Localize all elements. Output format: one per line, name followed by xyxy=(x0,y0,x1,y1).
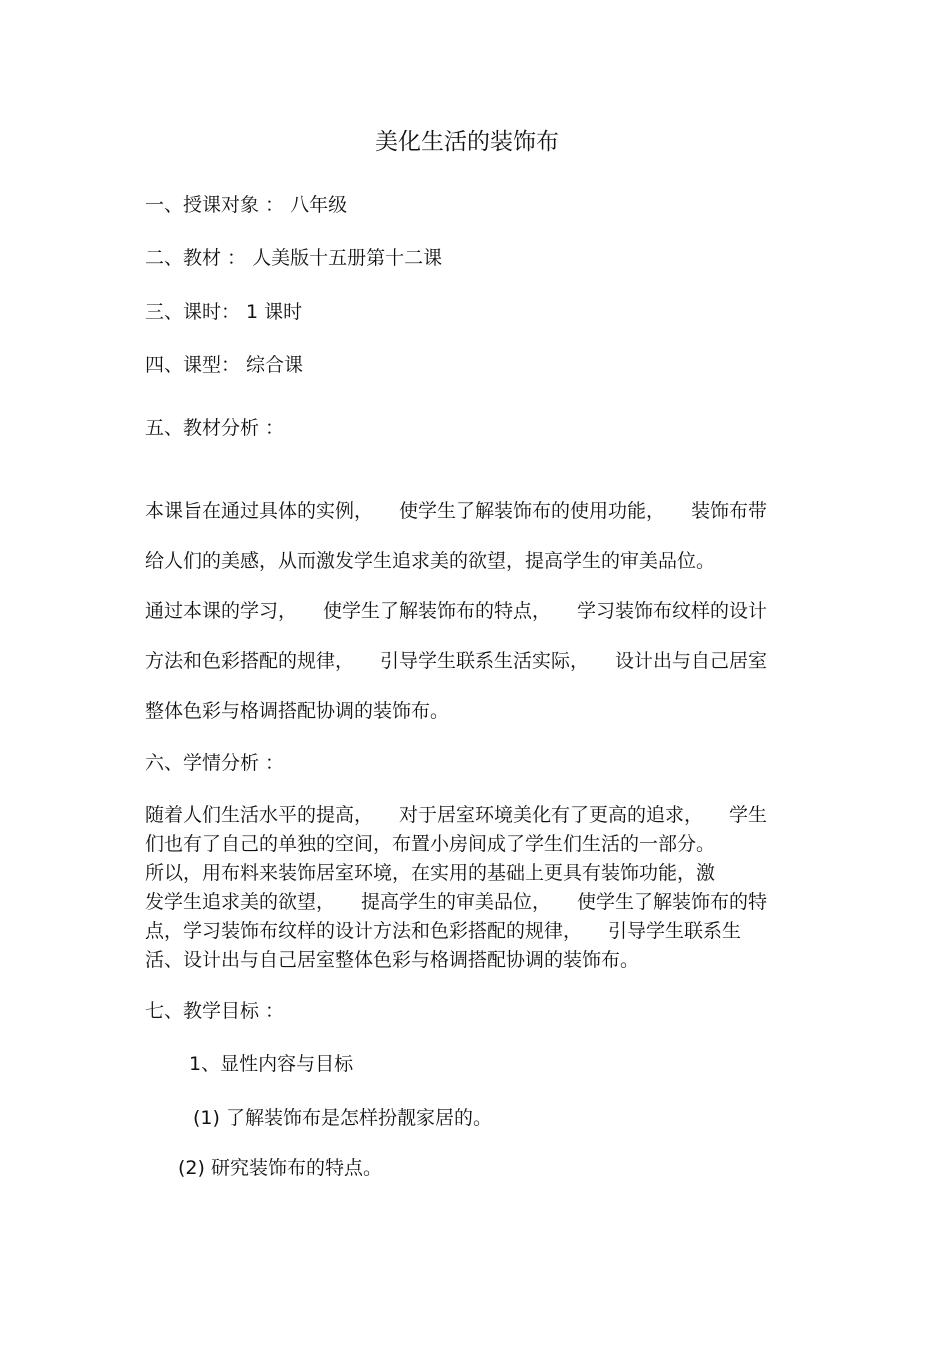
student-line-1: 随着人们生活水平的提高， 对于居室环境美化有了更高的追求， 学生 xyxy=(145,804,768,826)
student-line-2: 们也有了自己的单独的空间，布置小房间成了学生们生活的一部分。 xyxy=(145,833,716,855)
goal-item-2: (2) 研究装饰布的特点。 xyxy=(178,1157,382,1179)
analysis-line-5: 整体色彩与格调搭配协调的装饰布。 xyxy=(145,700,450,722)
analysis-line-3: 通过本课的学习， 使学生了解装饰布的特点， 学习装饰布纹样的设计 xyxy=(145,600,768,622)
analysis-paragraph xyxy=(145,486,810,736)
student-line-3: 所以，用布料来装饰居室环境，在实用的基础上更具有装饰功能，激 xyxy=(145,862,716,884)
analysis-line-1: 本课旨在通过具体的实例， 使学生了解装饰布的使用功能， 装饰布带 xyxy=(145,500,768,522)
goal-item-1: (1) 了解装饰布是怎样扮靓家居的。 xyxy=(193,1107,492,1129)
student-paragraph xyxy=(145,801,810,975)
student-line-6: 活、设计出与自己居室整体色彩与格调搭配协调的装饰布。 xyxy=(145,949,640,971)
document-title: 美化生活的装饰布 xyxy=(375,129,559,155)
goals-heading: 七、教学目标 ： xyxy=(145,1000,285,1022)
textbook-line: 二、教材 ： 人美版十五册第十二课 xyxy=(145,247,443,269)
analysis-line-4: 方法和色彩搭配的规律， 引导学生联系生活实际， 设计出与自己居室 xyxy=(145,650,768,672)
student-heading: 六、学情分析 ： xyxy=(145,752,285,774)
hours-line: 三、课时： 1 课时 xyxy=(145,301,303,323)
lesson-type-line: 四、课型： 综合课 xyxy=(145,354,304,376)
audience-line: 一、授课对象 ： 八年级 xyxy=(145,194,348,216)
goals-subheading: 1、显性内容与目标 xyxy=(189,1053,354,1075)
student-line-5: 点，学习装饰布纹样的设计方法和色彩搭配的规律， 引导学生联系生 xyxy=(145,920,742,942)
analysis-heading: 五、教材分析 ： xyxy=(145,417,285,439)
student-line-4: 发学生追求美的欲望， 提高学生的审美品位， 使学生了解装饰布的特 xyxy=(145,891,768,913)
analysis-line-2: 给人们的美感，从而激发学生追求美的欲望，提高学生的审美品位。 xyxy=(145,550,716,572)
